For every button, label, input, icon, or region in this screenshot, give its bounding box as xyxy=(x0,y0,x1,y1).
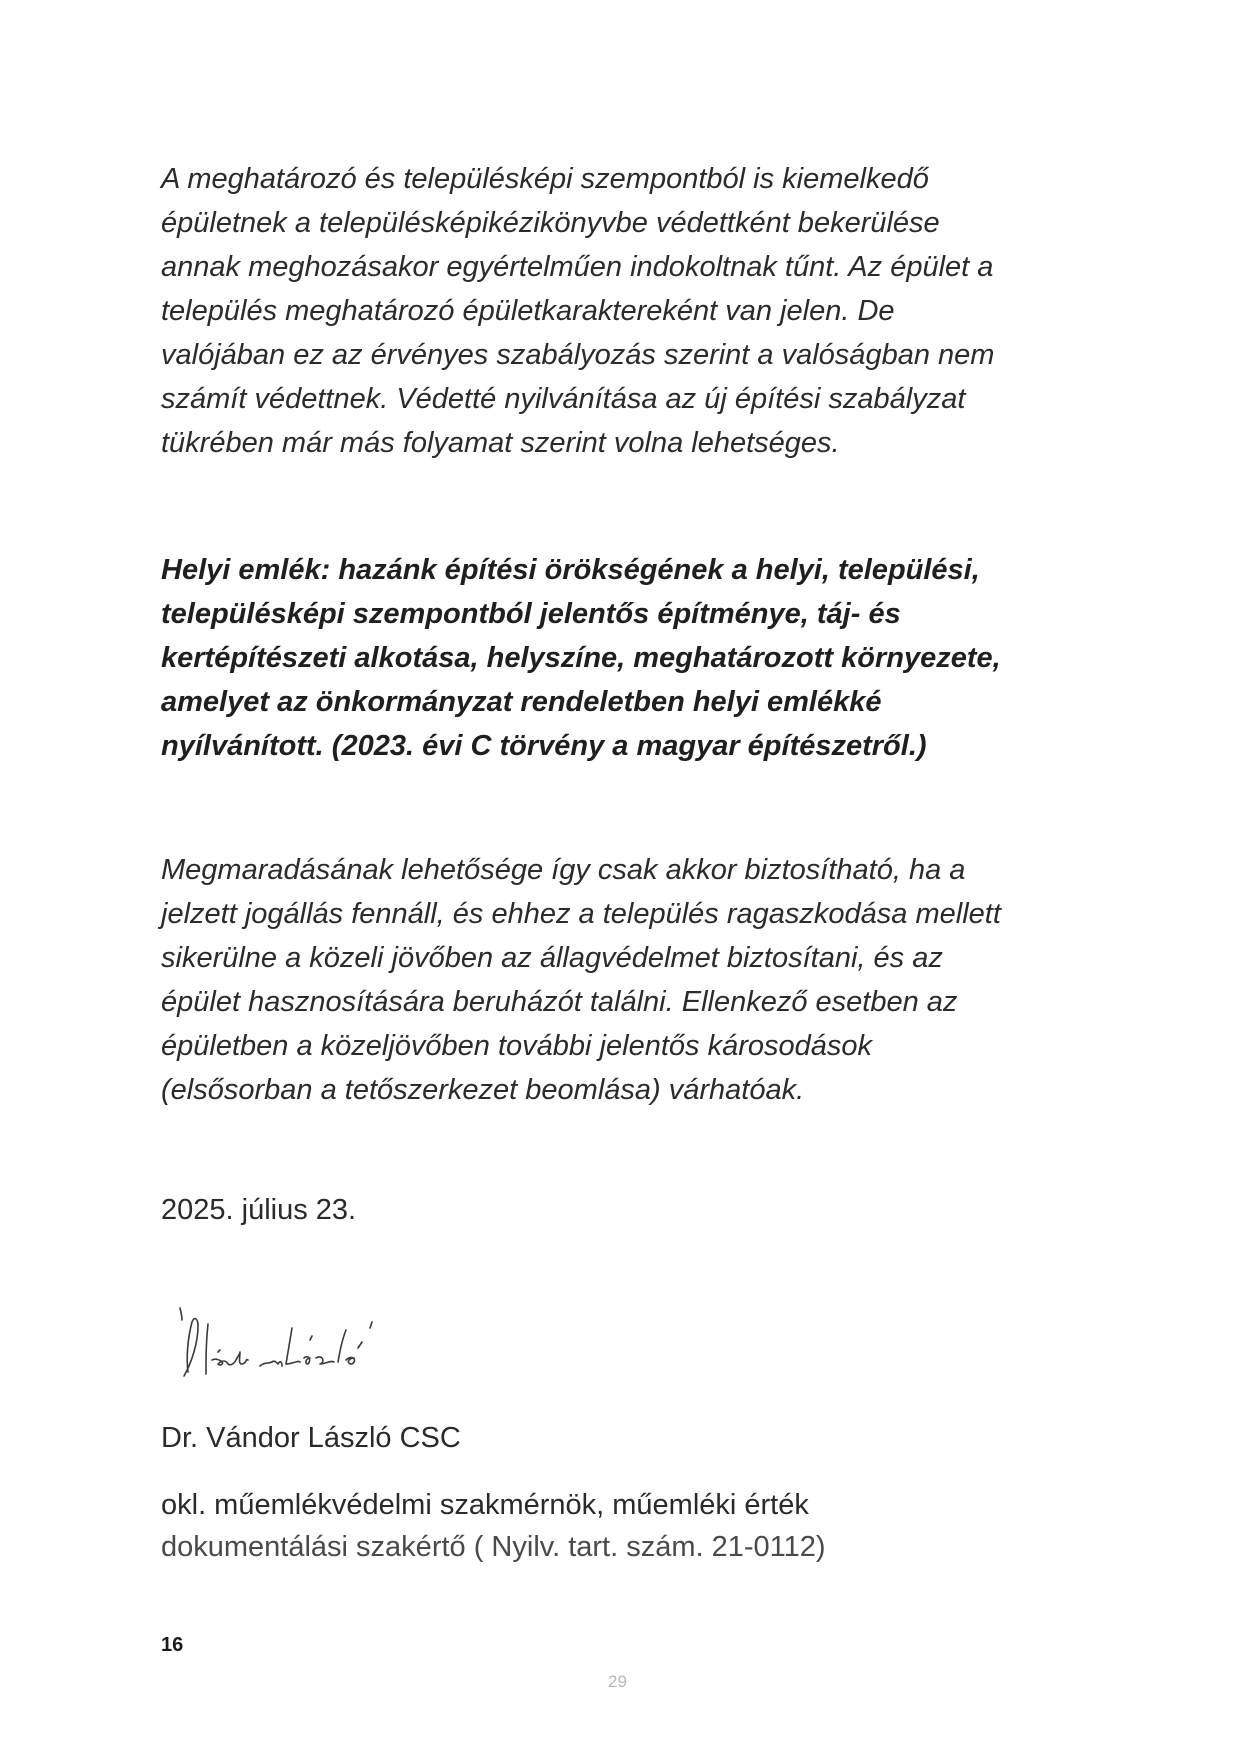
paragraph-line: annak meghozásakor egyértelműen indokoltnak tűnt. Az épület a xyxy=(161,251,994,283)
paragraph-line: településképi szempontból jelentős építménye, táj- és xyxy=(161,598,901,630)
paragraph-line: épületben a közeljövőben további jelentős károsodások xyxy=(161,1030,872,1062)
paragraph-conclusion xyxy=(161,848,1121,1112)
signer-title: dokumentálási szakértő ( Nyilv. tart. szám. 21-0112) xyxy=(161,1531,826,1563)
paragraph-line: valójában ez az érvényes szabályozás szerint a valóságban nem xyxy=(161,339,995,371)
document-page-number: 16 xyxy=(161,1634,184,1656)
paragraph-line: tükrében már más folyamat szerint volna lehetséges. xyxy=(161,427,840,459)
paragraph-line: számít védettnek. Védetté nyilvánítása az új építési szabályzat xyxy=(161,383,966,415)
paragraph-line: település meghatározó épületkaraktereként van jelen. De xyxy=(161,295,895,327)
paragraph-line: sikerülne a közeli jövőben az állagvédelmet biztosítani, és az xyxy=(161,942,943,974)
paragraph-line: A meghatározó és településképi szempontból is kiemelkedő xyxy=(161,163,929,195)
paragraph-protection-status xyxy=(161,157,1121,465)
paragraph-line: kertépítészeti alkotása, helyszíne, meghatározott környezete, xyxy=(161,642,1001,674)
pdf-page-number: 29 xyxy=(608,1672,627,1691)
paragraph-line: nyílvánított. (2023. évi C törvény a magyar építészetről.) xyxy=(161,730,927,762)
paragraph-line: jelzett jogállás fennáll, és ehhez a település ragaszkodása mellett xyxy=(161,898,1001,930)
signer-name: Dr. Vándor László CSC xyxy=(161,1422,461,1454)
paragraph-line: épületnek a településképikézikönyvbe védettként bekerülése xyxy=(161,207,940,239)
document-date: 2025. július 23. xyxy=(161,1194,357,1226)
paragraph-legal-definition xyxy=(161,548,1121,768)
paragraph-line: Helyi emlék: hazánk építési örökségének a helyi, települési, xyxy=(161,554,980,586)
handwritten-signature xyxy=(176,1302,416,1392)
paragraph-line: (elsősorban a tetőszerkezet beomlása) várhatóak. xyxy=(161,1074,805,1106)
paragraph-line: Megmaradásának lehetősége így csak akkor biztosítható, ha a xyxy=(161,854,966,886)
signer-title: okl. műemlékvédelmi szakmérnök, műemléki érték xyxy=(161,1489,809,1521)
paragraph-line: épület hasznosítására beruházót találni. Ellenkező esetben az xyxy=(161,986,958,1018)
paragraph-line: amelyet az önkormányzat rendeletben helyi emlékké xyxy=(161,686,882,718)
